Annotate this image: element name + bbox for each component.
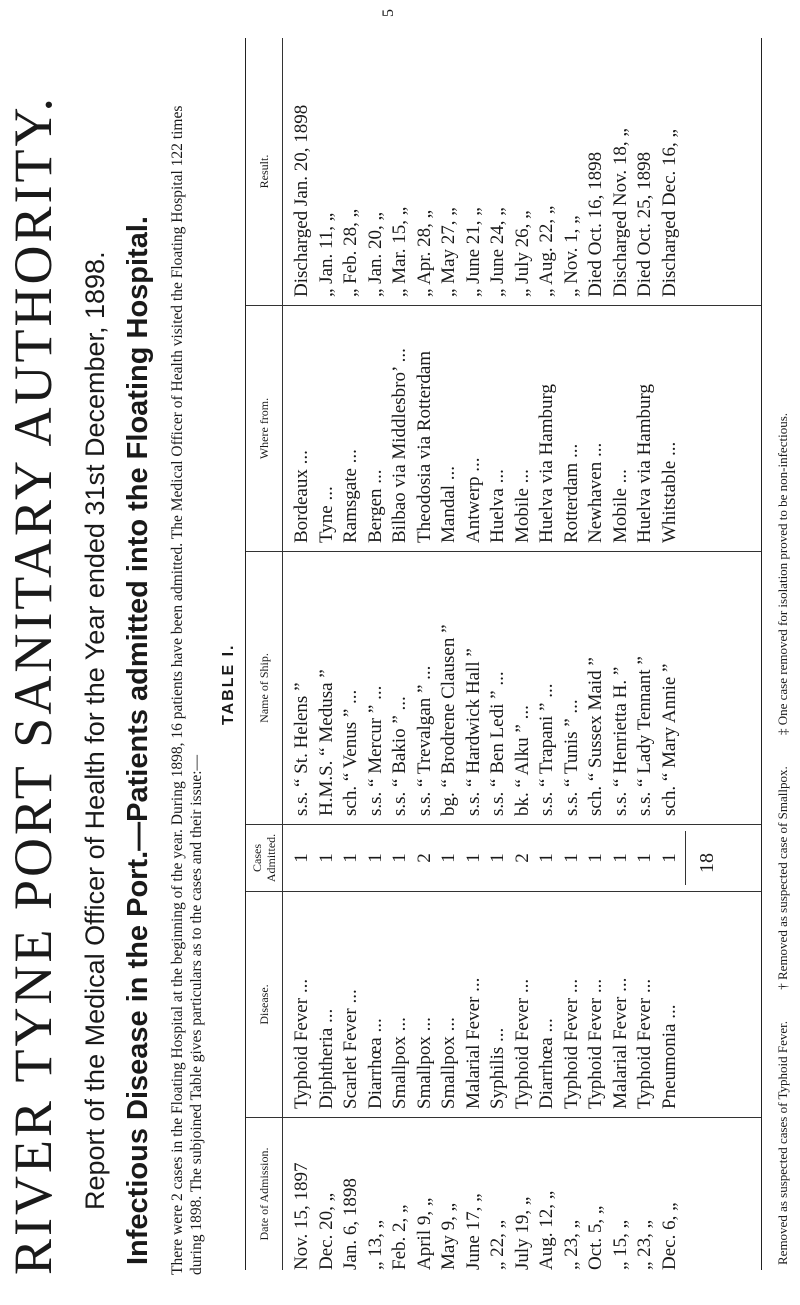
divider xyxy=(246,891,761,892)
header-where: Where from. xyxy=(257,397,271,460)
table-cell-disease: Malarial Fever ... xyxy=(609,977,631,1109)
table-cell-disease: Typhoid Fever ... xyxy=(634,978,655,1109)
page-title: RIVER TYNE PORT SANITARY AUTHORITY. xyxy=(3,94,63,1275)
table-cell-date: Nov. 15, 1897 xyxy=(291,1162,312,1270)
disease-cells xyxy=(290,892,682,1117)
table-cell-where: Mobile ... xyxy=(609,469,631,543)
table-cell-cases: 2 xyxy=(511,853,533,863)
table-cell-result: Discharged Dec. 16, „ xyxy=(658,129,680,297)
table-cell-date: July 19, „ xyxy=(511,1196,533,1270)
table-cell-ship: s.s. “ Ben Ledi ” ... xyxy=(487,671,508,816)
table-cell-where: Huelva via Hamburg xyxy=(634,384,655,543)
table-cell-disease: Pneumonia ... xyxy=(658,1004,680,1109)
table-cell-where: Mobile ... xyxy=(511,469,533,543)
page-number: 5 xyxy=(380,9,397,17)
table-cell-result: Discharged Nov. 18, „ xyxy=(609,128,631,297)
table-cell-date: „ 15, „ xyxy=(609,1219,631,1270)
table-cell-ship: s.s. “ Trevalgan ” ... xyxy=(413,665,435,816)
intro-paragraph: There were 2 cases in the Floating Hospital at the beginning of the year. During 1898, 16 patients have been admitted. The Medical Officer of Health visited the Floating Hospital 122 times during 1898. The subjoined Table gives particulars as to the cases and their issue:— xyxy=(169,105,205,1275)
table-cell-result: „ Aug. 22, „ xyxy=(536,205,557,297)
ship-cells xyxy=(290,552,682,824)
table-cell-disease: Typhoid Fever ... xyxy=(291,978,312,1109)
table-cell-disease: Malarial Fever ... xyxy=(462,977,484,1109)
table-cell-result: „ June 24, „ xyxy=(487,207,508,297)
table-cell-ship: s.s. “ Tunis ” ... xyxy=(560,699,582,816)
table-cell-date: Aug. 12, „ xyxy=(536,1190,557,1270)
table-cell-disease: Scarlet Fever ... xyxy=(340,989,361,1109)
table-cell-cases: 1 xyxy=(364,853,386,863)
table-cell-cases: 1 xyxy=(462,853,484,863)
table-cell-cases: 2 xyxy=(413,853,435,863)
header-date: Date of Admission. xyxy=(257,1147,271,1241)
table-cell-date: Feb. 2, „ xyxy=(389,1204,410,1270)
table-cell-where: Huelva ... xyxy=(487,469,508,543)
footnote-isolation: ‡ One case removed for isolation proved to be non-infectious. xyxy=(775,412,790,736)
total-cases: 18 xyxy=(696,853,718,873)
table-cell-date: „ 23, „ xyxy=(560,1219,582,1270)
table-cell-cases: 1 xyxy=(585,853,606,863)
table-cell-where: Huelva via Hamburg xyxy=(536,384,557,543)
table-cell-ship: bg. “ Brodrene Clausen ” xyxy=(438,624,459,816)
col-cases xyxy=(246,825,761,891)
table-cell-disease: Typhoid Fever ... xyxy=(511,978,533,1109)
table-cell-ship: sch. “ Mary Annie ” xyxy=(658,663,680,816)
result-cells xyxy=(290,38,682,305)
cases-cells xyxy=(290,825,682,891)
table-cell-result: „ Feb. 28, „ xyxy=(340,208,361,297)
table-cell-result: „ May 27, „ xyxy=(438,207,459,297)
table-cell-where: Whitstable ... xyxy=(658,441,680,543)
table-cell-ship: s.s. “ Bakio ” ... xyxy=(389,696,410,816)
table-cell-cases: 1 xyxy=(487,853,508,863)
table-cell-cases: 1 xyxy=(634,853,655,863)
table-cell-ship: s.s. “ Mercur ” ... xyxy=(364,685,386,816)
header-ship: Name of Ship. xyxy=(257,653,271,723)
table-cell-cases: 1 xyxy=(438,853,459,863)
header-cases: Cases Admitted. xyxy=(250,833,278,883)
table-cell-ship: sch. “ Sussex Maid ” xyxy=(585,657,606,816)
table-cell-date: May 9, „ xyxy=(438,1202,459,1270)
divider xyxy=(246,551,761,552)
table-cell-ship: s.s. “ Hardwick Hall ” xyxy=(462,648,484,816)
table-cell-disease: Smallpox ... xyxy=(413,1017,435,1109)
table-cell-disease: Smallpox ... xyxy=(389,1017,410,1109)
table-cell-where: Theodosia via Rotterdam xyxy=(413,350,435,543)
table-cell-disease: Typhoid Fever ... xyxy=(560,978,582,1109)
admissions-table xyxy=(245,38,762,1270)
table-cell-ship: s.s. “ Trapani ” ... xyxy=(536,683,557,816)
total-rule xyxy=(685,831,686,885)
table-cell-result: Discharged Jan. 20, 1898 xyxy=(291,104,312,297)
table-cell-date: „ 22, „ xyxy=(487,1219,508,1270)
table-cell-ship: H.M.S. “ Medusa ” xyxy=(315,669,337,816)
divider xyxy=(246,305,761,306)
table-cell-date: April 9, „ xyxy=(413,1197,435,1270)
table-cell-disease: Diarrhœa ... xyxy=(364,1018,386,1109)
table-cell-cases: 1 xyxy=(340,853,361,863)
col-where xyxy=(246,306,761,551)
table-cell-where: Newhaven ... xyxy=(585,442,606,543)
table-cell-result: Died Oct. 16, 1898 xyxy=(585,151,606,297)
section-heading: Infectious Disease in the Port.—Patients admitted into the Floating Hospital. xyxy=(122,216,154,1265)
table-cell-disease: Diphtheria ... xyxy=(315,1008,337,1109)
col-result xyxy=(246,38,761,305)
table-cell-date: Dec. 20, „ xyxy=(315,1192,337,1270)
table-cell-ship: sch. “ Venus ” ... xyxy=(340,689,361,816)
header-disease: Disease. xyxy=(257,984,271,1025)
table-cell-where: Ramsgate ... xyxy=(340,449,361,543)
table-cell-where: Antwerp ... xyxy=(462,457,484,543)
col-ship xyxy=(246,552,761,824)
table-cell-result: „ Mar. 15, „ xyxy=(389,206,410,297)
table-cell-cases: 1 xyxy=(536,853,557,863)
report-subtitle: Report of the Medical Officer of Health for the Year ended 31st December, 1898. xyxy=(80,251,110,1210)
table-cell-where: Bilbao via Middlesbro’ ... xyxy=(389,348,410,543)
table-cell-where: Rotterdam ... xyxy=(560,443,582,543)
table-cell-ship: s.s. “ Henrietta H. ” xyxy=(609,666,631,816)
col-disease xyxy=(246,892,761,1117)
table-cell-date: Jan. 6, 1898 xyxy=(340,1178,361,1270)
table-cell-result: „ Nov. 1, „ xyxy=(560,215,582,297)
table-cell-where: Bordeaux ... xyxy=(291,450,312,543)
table-cell-date: „ 23, „ xyxy=(634,1219,655,1270)
table-cell-where: Tyne ... xyxy=(315,486,337,543)
table-cell-where: Mandal ... xyxy=(438,465,459,543)
date-cells xyxy=(290,1118,682,1270)
table-cell-result: „ Jan. 11, „ xyxy=(315,212,337,297)
table-cell-ship: s.s. “ St. Helens ” xyxy=(291,682,312,816)
col-date xyxy=(246,1118,761,1270)
footnote-smallpox: † Removed as suspected case of Smallpox. xyxy=(775,766,790,990)
table-cell-result: „ Jan. 20, „ xyxy=(364,212,386,297)
table-cell-cases: 1 xyxy=(291,853,312,863)
table-cell-disease: Typhoid Fever ... xyxy=(585,978,606,1109)
table-cell-disease: Diarrhœa ... xyxy=(536,1018,557,1109)
footnote-typhoid: Removed as suspected cases of Typhoid Fever. xyxy=(775,1021,790,1265)
table-cell-result: Died Oct. 25, 1898 xyxy=(634,151,655,297)
table-cell-where: Bergen ... xyxy=(364,469,386,543)
divider xyxy=(246,824,761,825)
header-result: Result. xyxy=(257,154,271,189)
table-cell-cases: 1 xyxy=(315,853,337,863)
table-cell-ship: s.s. “ Lady Tennant ” xyxy=(634,656,655,816)
table-cell-cases: 1 xyxy=(609,853,631,863)
table-cell-date: „ 13, „ xyxy=(364,1219,386,1270)
table-cell-cases: 1 xyxy=(560,853,582,863)
divider xyxy=(246,1117,761,1118)
table-cell-date: Oct. 5, „ xyxy=(585,1205,606,1270)
table-cell-disease: Syphilis ... xyxy=(487,1027,508,1109)
where-cells xyxy=(290,306,682,551)
table-cell-date: June 17, „ xyxy=(462,1193,484,1270)
table-cell-ship: bk. “ Alku ” ... xyxy=(511,705,533,816)
table-cell-result: „ Apr. 28, „ xyxy=(413,209,435,297)
table-label: TABLE I. xyxy=(220,643,237,725)
footnotes xyxy=(775,35,791,1265)
table-cell-cases: 1 xyxy=(658,853,680,863)
table-cell-date: Dec. 6, „ xyxy=(658,1202,680,1270)
table-cell-result: „ July 26, „ xyxy=(511,210,533,297)
table-cell-result: „ June 21, „ xyxy=(462,207,484,297)
table-cell-cases: 1 xyxy=(389,853,410,863)
table-cell-disease: Smallpox ... xyxy=(438,1017,459,1109)
